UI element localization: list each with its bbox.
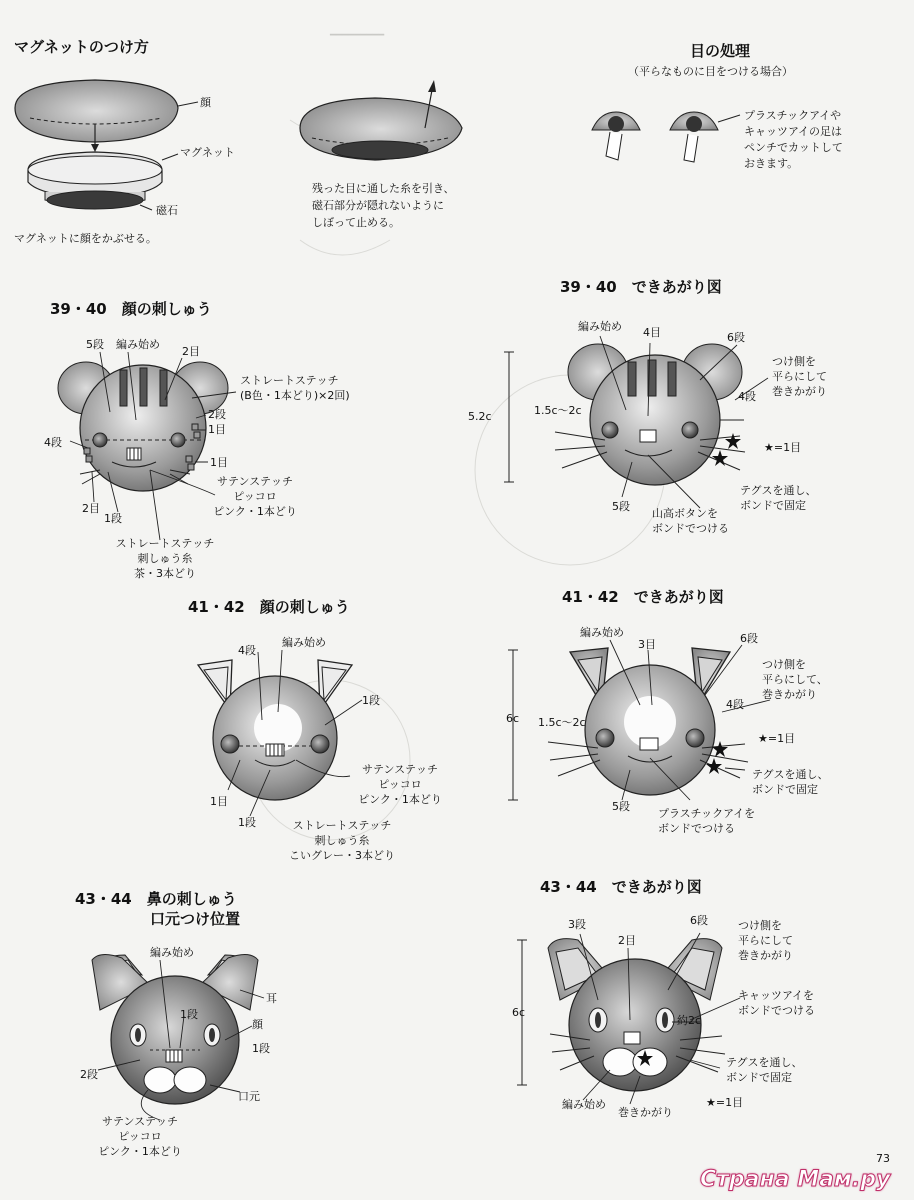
f4142-m3: 3目 bbox=[638, 638, 656, 651]
s4142-title: 41・42 顔の刺しゅう bbox=[188, 598, 350, 616]
s4344-rr1: 1段 bbox=[252, 1042, 270, 1055]
label-cover: マグネットに顔をかぶせる。 bbox=[14, 232, 157, 245]
f4344-wrap: つけ側を 平らにして 巻きかがり bbox=[738, 919, 793, 962]
magnet-title: マグネットのつけ方 bbox=[14, 38, 149, 56]
eye-note: プラスチックアイや キャッツアイの足は ペンチでカットして おきます。 bbox=[744, 109, 843, 170]
magnet-illustration bbox=[28, 152, 178, 210]
s4344-mouth: 口元 bbox=[238, 1090, 260, 1103]
f4142-d6: 6段 bbox=[740, 632, 758, 645]
label-pull: 残った目に通した糸を引き、 磁石部分が隠れないように しぼって止める。 bbox=[312, 182, 455, 229]
f3940-star: ★=1目 bbox=[764, 441, 802, 454]
s3940-title: 39・40 顔の刺しゅう bbox=[50, 300, 212, 318]
s4142-r1: 1段 bbox=[362, 694, 380, 707]
s4344-title-2: 口元つけ位置 bbox=[150, 910, 241, 928]
label-face: 顔 bbox=[200, 96, 211, 109]
f4142-d5: 5段 bbox=[612, 800, 630, 813]
f4344-start: 編み始め bbox=[562, 1098, 606, 1111]
watermark: Страна Мам.ру bbox=[700, 1167, 891, 1192]
f3940-wrap: つけ側を 平らにして 巻きかがり bbox=[772, 355, 827, 398]
s4142-b2: 1段 bbox=[238, 816, 256, 829]
f4142-d4: 4段 bbox=[726, 698, 744, 711]
s4344-r1: 1段 bbox=[180, 1008, 198, 1021]
f4142-start: 編み始め bbox=[580, 626, 624, 639]
eye-treatment-illustration bbox=[592, 112, 740, 162]
s3940-rr1: 1目 bbox=[210, 456, 228, 469]
bleed-through-text: ━━━━━━━━━ bbox=[330, 30, 385, 41]
s4344-title-1: 43・44 鼻の刺しゅう bbox=[75, 890, 237, 908]
s3940-b2: 2目 bbox=[82, 502, 100, 515]
cat-face-4142-embroidery bbox=[198, 660, 352, 800]
f4344-height: 6c bbox=[512, 1006, 526, 1019]
s3940-l5: 5段 bbox=[86, 338, 104, 351]
f4344-tegusu: テグスを通し、 ボンドで固定 bbox=[726, 1056, 803, 1084]
f4142-wrap: つけ側を 平らにして、 巻きかがり bbox=[762, 658, 828, 701]
f4344-m2: 2目 bbox=[618, 934, 636, 947]
f3940-tegusu: テグスを通し、 ボンドで固定 bbox=[740, 484, 817, 512]
s4344-ear: 耳 bbox=[266, 992, 277, 1005]
f4344-star: ★=1目 bbox=[706, 1096, 744, 1109]
f3940-height: 5.2c bbox=[468, 410, 492, 423]
f3940-width: 1.5c〜2c bbox=[534, 404, 582, 417]
s3940-l4: 4段 bbox=[44, 436, 62, 449]
eye-subtitle: （平らなものに目をつける場合） bbox=[628, 65, 793, 78]
f3940-m4: 4目 bbox=[643, 326, 661, 339]
s4142-satin: サテンステッチ ピッコロ ピンク・1本どり bbox=[358, 763, 442, 806]
f3940-d4: 4段 bbox=[738, 390, 756, 403]
finished-magnet-illustration bbox=[300, 80, 462, 160]
label-magnet: マグネット bbox=[180, 146, 235, 159]
f4344-width: 約2c bbox=[677, 1014, 702, 1027]
s4344-start: 編み始め bbox=[150, 946, 194, 959]
s4142-start: 編み始め bbox=[282, 636, 326, 649]
s4142-l4: 4段 bbox=[238, 644, 256, 657]
f4142-width: 1.5c〜2c bbox=[538, 716, 586, 729]
f3940-title: 39・40 できあがり図 bbox=[560, 278, 722, 296]
s3940-satin: サテンステッチ ピッコロ ピンク・1本どり bbox=[213, 475, 297, 518]
f3940-start: 編み始め bbox=[578, 320, 622, 333]
f4344-cateye: キャッツアイを ボンドでつける bbox=[738, 989, 815, 1017]
f4142-title: 41・42 できあがり図 bbox=[562, 588, 724, 606]
s3940-straight2: ストレートステッチ 刺しゅう糸 茶・3本どり bbox=[115, 537, 215, 580]
f4142-height: 6c bbox=[506, 712, 520, 725]
f4344-d3: 3段 bbox=[568, 918, 586, 931]
s3940-start: 編み始め bbox=[116, 338, 160, 351]
s4344-satin: サテンステッチ ピッコロ ピンク・1本どり bbox=[98, 1115, 182, 1158]
magnet-face-illustration bbox=[15, 80, 198, 152]
f4142-tegusu: テグスを通し、 ボンドで固定 bbox=[752, 768, 829, 796]
f4344-d6: 6段 bbox=[690, 914, 708, 927]
f4344-wrapbottom: 巻きかがり bbox=[618, 1106, 673, 1119]
eye-title: 目の処理 bbox=[690, 42, 751, 60]
s4344-face: 顔 bbox=[252, 1018, 263, 1031]
s3940-r1: 1目 bbox=[208, 423, 226, 436]
s3940-b1: 1段 bbox=[104, 512, 122, 525]
s3940-straight: ストレートステッチ (B色・1本どり)×2回) bbox=[240, 374, 350, 402]
f4142-eye: プラスチックアイを ボンドでつける bbox=[658, 807, 756, 835]
f3940-d6: 6段 bbox=[727, 331, 745, 344]
f4344-title: 43・44 できあがり図 bbox=[540, 878, 702, 896]
cat-face-3940-embroidery bbox=[58, 362, 228, 491]
label-jiseki: 磁石 bbox=[156, 204, 178, 217]
page-number: 73 bbox=[876, 1152, 890, 1165]
f3940-button: 山高ボタンを ボンドでつける bbox=[652, 507, 729, 535]
s4142-straight: ストレートステッチ 刺しゅう糸 こいグレー・3本どり bbox=[289, 819, 395, 862]
s4142-b1: 1目 bbox=[210, 795, 228, 808]
cat-face-4344-embroidery bbox=[92, 954, 258, 1104]
s3940-r2: 2段 bbox=[208, 408, 226, 421]
s3940-l2: 2目 bbox=[182, 345, 200, 358]
f3940-d5: 5段 bbox=[612, 500, 630, 513]
s4344-l2: 2段 bbox=[80, 1068, 98, 1081]
f4142-star: ★=1目 bbox=[758, 732, 796, 745]
